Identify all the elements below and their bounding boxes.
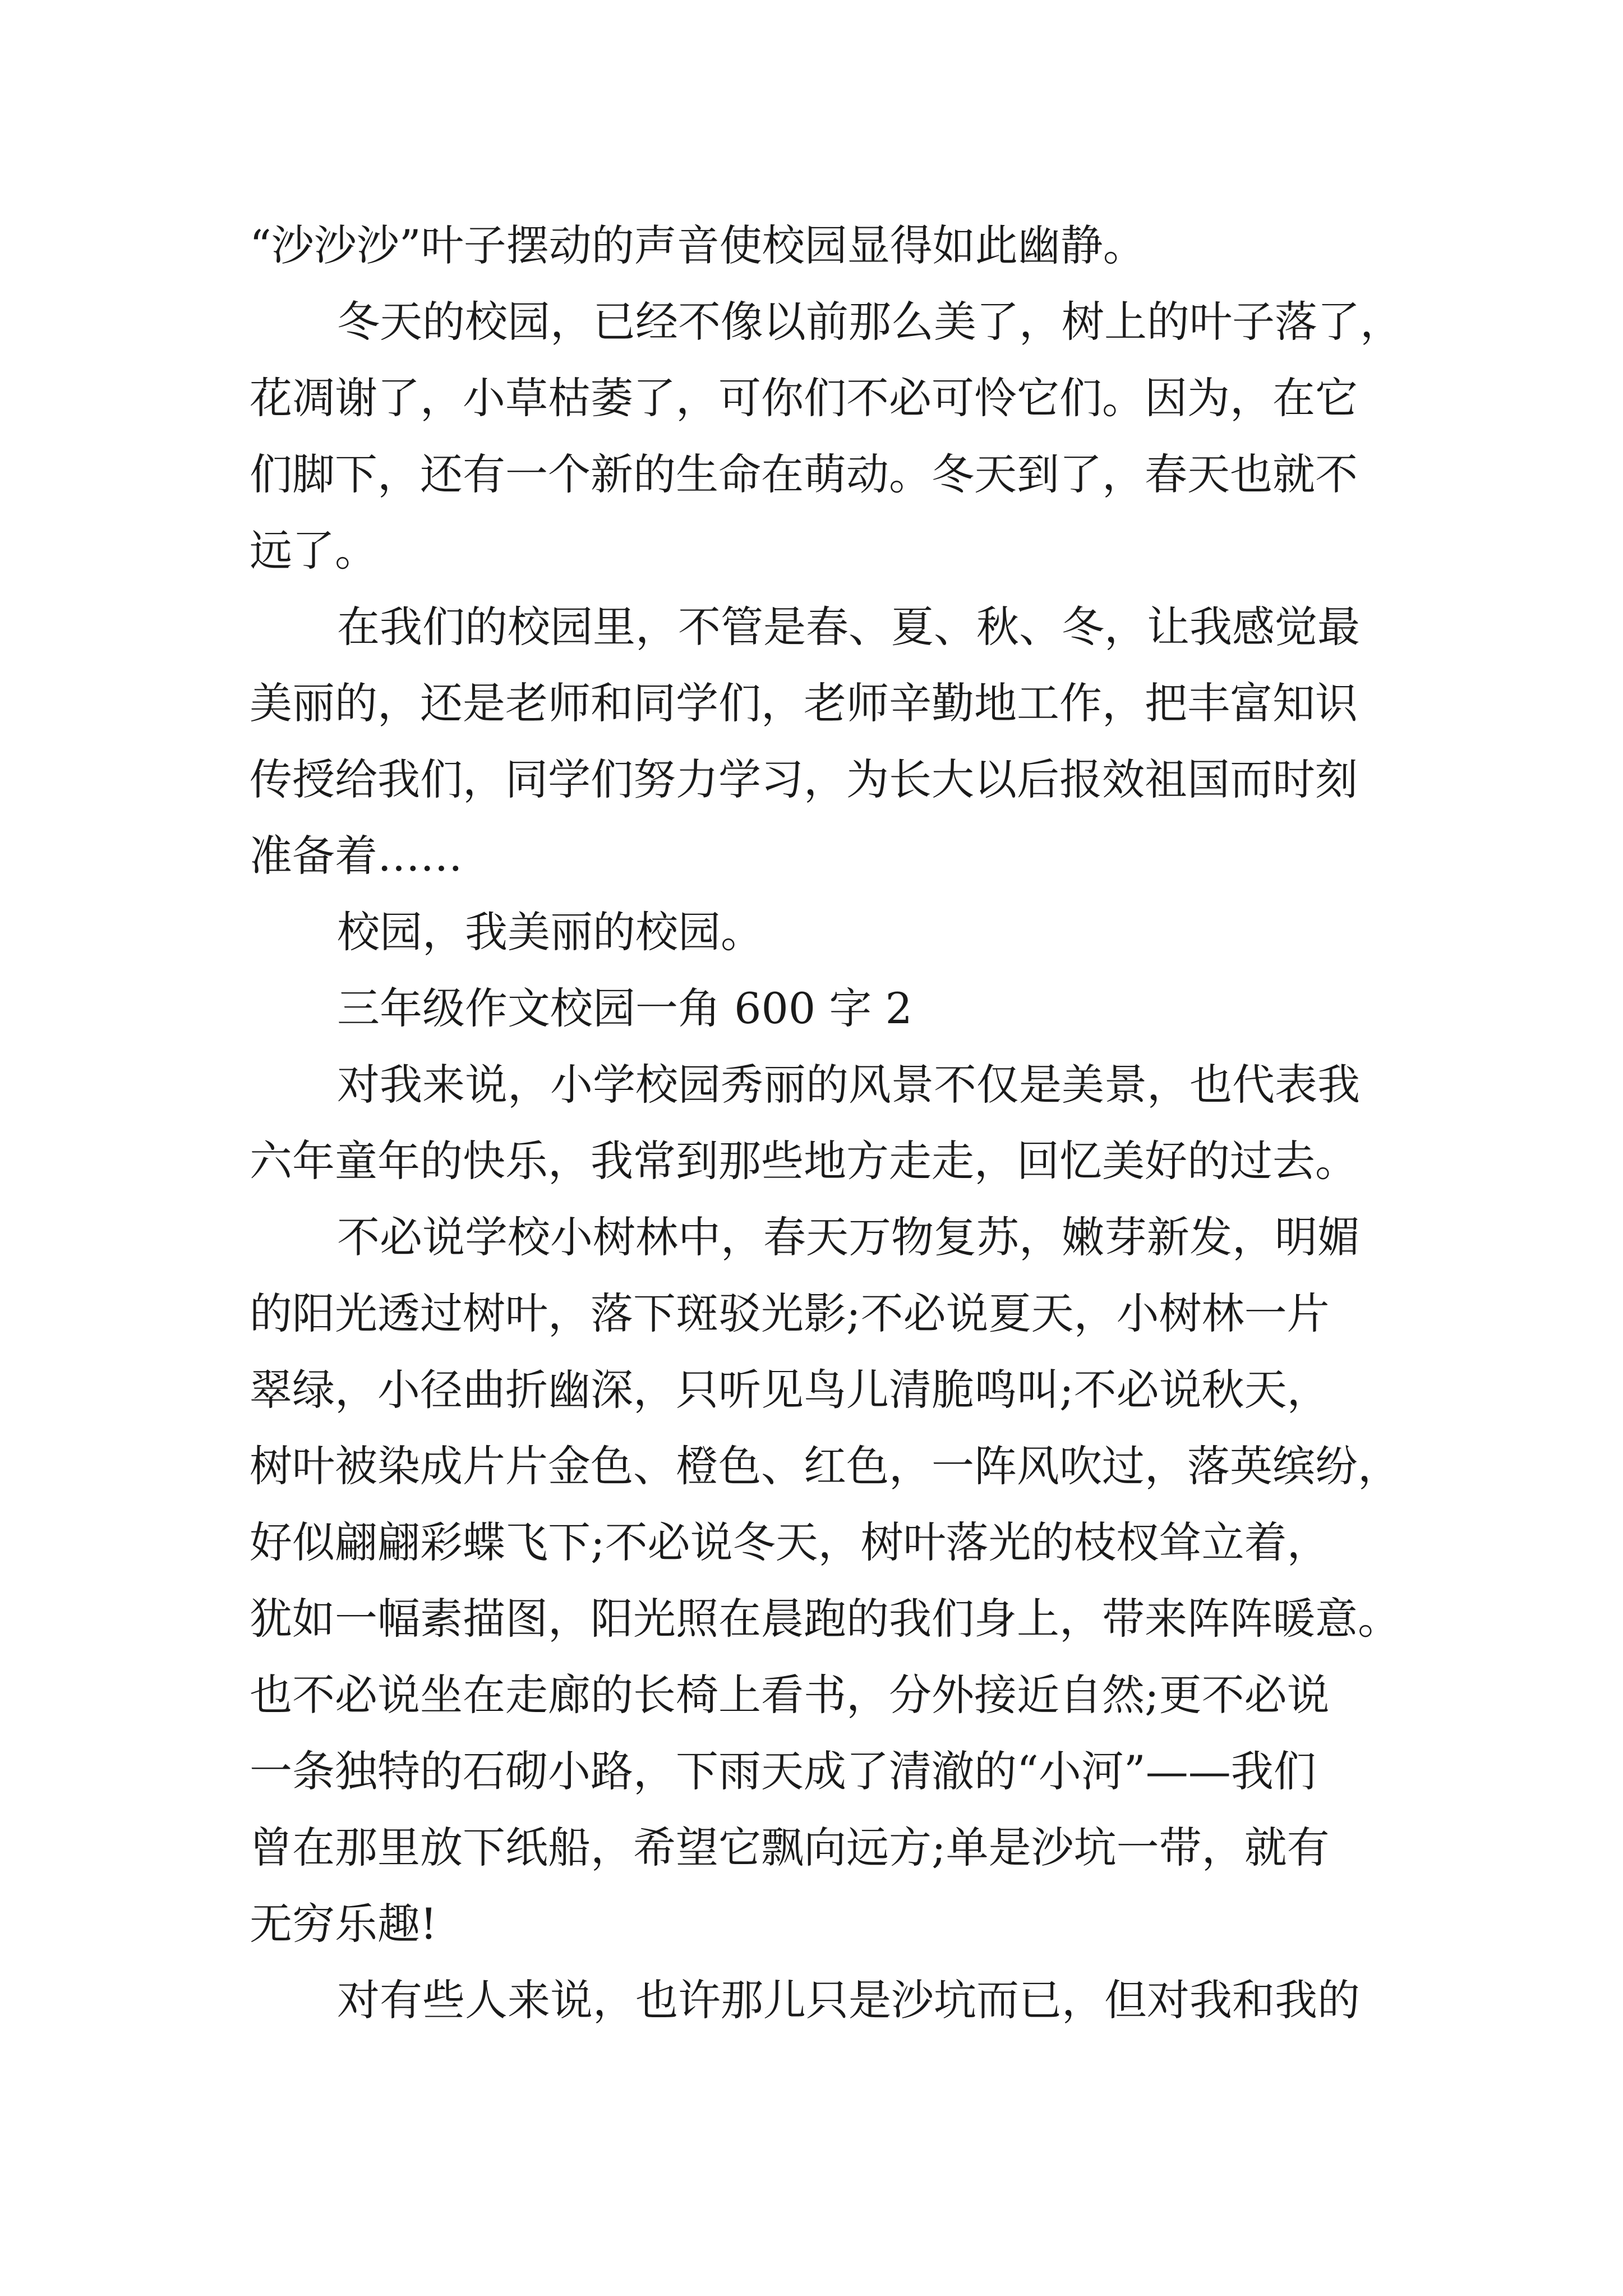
text-line: 冬天的校园，已经不像以前那么美了，树上的叶子落了， — [337, 297, 1403, 347]
text-line: 们脚下，还有一个新的生命在萌动。冬天到了，春天也就不 — [250, 449, 1358, 499]
text-line: 曾在那里放下纸船，希望它飘向远方;单是沙坑一带，就有 — [250, 1823, 1330, 1872]
text-line: 翠绿，小径曲折幽深，只听见鸟儿清脆鸣叫;不必说秋天， — [250, 1365, 1330, 1415]
essay-body — [250, 208, 1403, 2039]
text-line: 好似翩翩彩蝶飞下;不必说冬天，树叶落光的枝杈耸立着， — [250, 1517, 1330, 1567]
text-line: 对我来说，小学校园秀丽的风景不仅是美景，也代表我 — [337, 1060, 1360, 1110]
text-line: 在我们的校园里，不管是春、夏、秋、冬，让我感觉最 — [337, 602, 1360, 652]
text-line: 远了。 — [250, 526, 377, 576]
text-line: 六年童年的快乐，我常到那些地方走走，回忆美好的过去。 — [250, 1136, 1358, 1186]
text-line: 也不必说坐在走廊的长椅上看书，分外接近自然;更不必说 — [250, 1670, 1330, 1720]
text-line: 准备着…… — [250, 831, 463, 881]
text-line: 花凋谢了，小草枯萎了，可你们不必可怜它们。因为，在它 — [250, 373, 1358, 423]
text-line: 一条独特的石砌小路，下雨天成了清澈的“小河”——我们 — [250, 1746, 1316, 1796]
text-line: 犹如一幅素描图，阳光照在晨跑的我们身上，带来阵阵暖意。 — [250, 1594, 1400, 1644]
text-line: “沙沙沙”叶子摆动的声音使校园显得如此幽静。 — [250, 220, 1146, 270]
text-line: 树叶被染成片片金色、橙色、红色，一阵风吹过，落英缤纷， — [250, 1441, 1400, 1491]
text-line: 传授给我们，同学们努力学习，为长大以后报效祖国而时刻 — [250, 754, 1358, 804]
text-line: 校园，我美丽的校园。 — [337, 907, 763, 957]
text-line: 的阳光透过树叶，落下斑驳光影;不必说夏天，小树林一片 — [250, 1289, 1330, 1338]
text-line: 美丽的，还是老师和同学们，老师辛勤地工作，把丰富知识 — [250, 678, 1358, 728]
text-line: 对有些人来说，也许那儿只是沙坑而已，但对我和我的 — [337, 1975, 1360, 2025]
text-line: 无穷乐趣! — [250, 1899, 437, 1949]
text-line: 不必说学校小树林中，春天万物复苏，嫩芽新发，明媚 — [337, 1212, 1360, 1262]
text-line: 三年级作文校园一角 600 字 2 — [337, 983, 912, 1033]
